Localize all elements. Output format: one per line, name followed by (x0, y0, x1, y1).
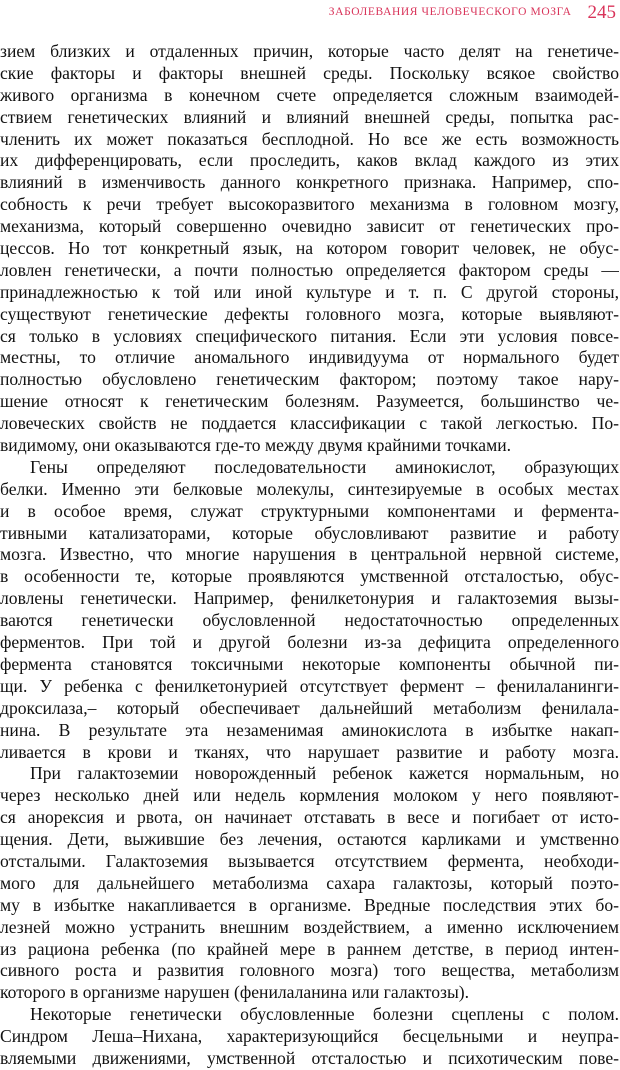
text-line: ваются генетически обусловленной недостаточностью определенных (0, 610, 619, 631)
text-line: принадлежностью к той или иной культуре и т. п. С другой стороны, (0, 281, 619, 302)
text-line: ферментов. При той и другой болезни из-за дефицита определенного (0, 632, 619, 653)
paragraph-end-line: видимому, они оказываются где-то между двумя крайними точками. (0, 435, 512, 456)
text-line: полностью обусловлено генетическим фактором; поэтому такое нару- (0, 369, 619, 390)
text-line: через несколько дней или недель кормления молоком у него появляют- (0, 785, 619, 806)
text-line: мого для дальнейшего метаболизма сахара галактозы, который поэто- (0, 872, 619, 893)
text-line: му в избытке накапливается в организме. Вредные последствия этих бо- (0, 894, 619, 915)
text-line: ловлен генетически, а почти полностью определяется фактором среды — (0, 259, 619, 280)
text-line: живого организма в конечном счете определяется сложным взаимодей- (0, 84, 619, 105)
text-line: местны, то отличие аномального индивидуума от нормального будет (0, 347, 619, 368)
running-title: ЗАБОЛЕВАНИЯ ЧЕЛОВЕЧЕСКОГО МОЗГА (328, 6, 572, 18)
text-line: зием близких и отдаленных причин, которые часто делят на генетиче- (0, 41, 619, 61)
text-line: щения. Дети, выжившие без лечения, остаются карликами и умственно (0, 829, 619, 850)
text-line: ствием генетических влияний и влияний внешней среды, попытка рас- (0, 106, 619, 127)
text-line: цессов. Но тот конкретный язык, на котором говорит человек, не обус- (0, 238, 619, 259)
text-line: отсталыми. Галактоземия вызывается отсутствием фермента, необходи- (0, 850, 619, 871)
text-line: из рациона ребенка (по крайней мере в раннем детстве, в период интен- (0, 938, 619, 959)
text-line: шение относят к генетическим болезням. Разумеется, большинство че- (0, 391, 619, 412)
text-line: дроксилаза,– который обеспечивает дальнейший метаболизм фенилала- (0, 697, 619, 718)
body-text (0, 41, 619, 1070)
text-line: и в особое время, служат структурными компонентами и фермента- (0, 500, 619, 521)
text-line: ские факторы и факторы внешней среды. Поскольку всякое свойство (0, 62, 619, 83)
text-line: ловеческих свойств не поддается классификации с такой легкостью. По- (0, 413, 619, 434)
text-line: влияний в изменчивость данного конкретного признака. Например, спо- (0, 172, 619, 193)
text-line: собность к речи требует высокоразвитого механизма в головном мозгу, (0, 194, 619, 215)
text-line: их дифференцировать, если проследить, каков вклад каждого из этих (0, 150, 619, 171)
text-line: фермента становятся токсичными некоторые компоненты обычной пи- (0, 653, 619, 674)
paragraph-start-line: Некоторые генетически обусловленные болезни сцеплены с полом. (30, 1004, 619, 1025)
text-line: мозга. Известно, что многие нарушения в центральной нервной системе, (0, 544, 619, 565)
text-line: в особенности те, которые проявляются умственной отсталостью, обус- (0, 566, 619, 587)
text-line: существуют генетические дефекты головного мозга, которые выявляют- (0, 303, 619, 324)
text-line: Синдром Леша–Нихана, характеризующийся бесцельными и неупра- (0, 1026, 619, 1047)
text-line: белки. Именно эти белковые молекулы, синтезируемые в особых местах (0, 478, 619, 499)
text-line: сивного роста и развития головного мозга) того вещества, метаболизм (0, 960, 619, 981)
paragraph-end-line: которого в организме нарушен (фенилаланина или галактозы). (0, 982, 470, 1003)
text-line: ся анорексия и рвота, он начинает отставать в весе и погибает от исто- (0, 807, 619, 828)
paragraph-start-line: Гены определяют последовательности аминокислот, образующих (30, 456, 619, 477)
paragraph-start-line: При галактоземии новорожденный ребенок кажется нормальным, но (30, 763, 619, 784)
text-line: тивными катализаторами, которые обусловливают развитие и работу (0, 522, 619, 543)
text-line: ся только в условиях специфического питания. Если эти условия повсе- (0, 325, 619, 346)
text-line: механизма, который совершенно очевидно зависит от генетических про- (0, 216, 619, 237)
text-line: нина. В результате эта незаменимая аминокислота в избытке накап- (0, 719, 619, 740)
text-line: щи. У ребенка с фенилкетонурией отсутствует фермент – фенилаланинги- (0, 675, 619, 696)
text-line: ловлены генетически. Например, фенилкетонурия и галактоземия вызы- (0, 588, 619, 609)
text-line: лезней можно устранить внешним воздействием, а именно исключением (0, 916, 619, 937)
page-header (0, 2, 616, 30)
text-line: членить их может показаться бесплодной. Но все же есть возможность (0, 128, 619, 149)
text-line: ливается в крови и тканях, что нарушает развитие и работу мозга. (0, 741, 619, 762)
page-number: 245 (587, 2, 616, 23)
text-line: вляемыми движениями, умственной отсталостью и психотическим пове- (0, 1047, 619, 1068)
